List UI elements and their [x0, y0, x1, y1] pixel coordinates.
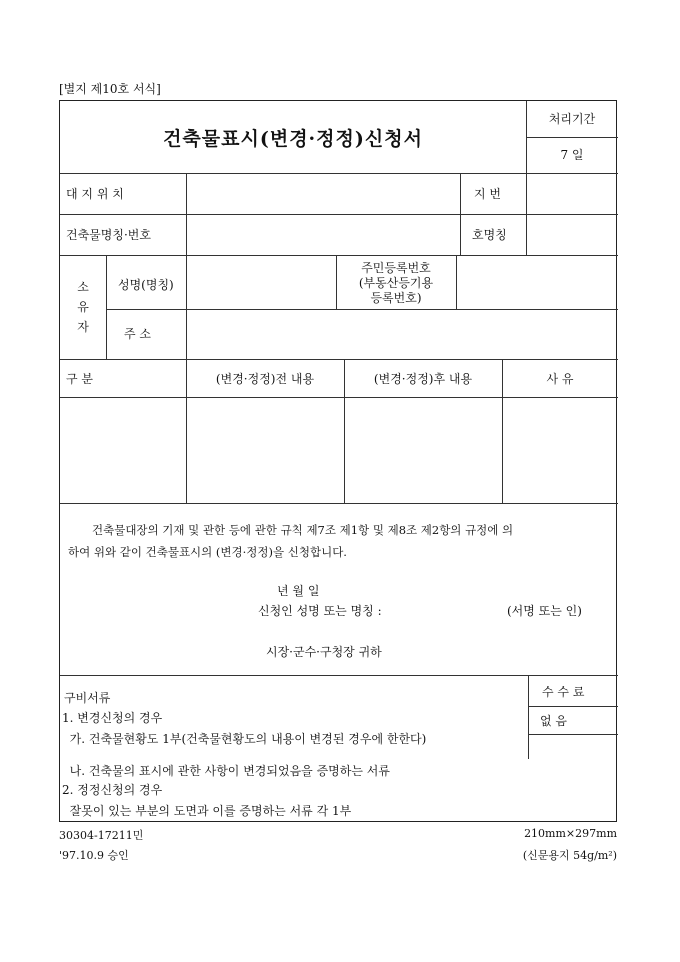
application-form: [59, 100, 617, 822]
divider: [106, 255, 107, 359]
applicant-name-label: 신청인 성명 또는 명칭 :: [258, 604, 382, 618]
owner-label-2: 유: [77, 300, 89, 314]
processing-period-value: 7 일: [560, 148, 584, 162]
fee-value: 없 음: [540, 714, 567, 728]
site-location-field[interactable]: [187, 174, 459, 213]
paper-size: 210mm×297mm: [524, 827, 617, 840]
lot-number-field[interactable]: [527, 174, 617, 213]
divider: [60, 503, 618, 504]
owner-label-3: 자: [77, 320, 89, 334]
statement-line-1: 건축물대장의 기재 및 관한 등에 관한 규칙 제7조 제1항 및 제8조 제2항의 규정에 의: [92, 523, 514, 537]
statement-line-2: 하여 위와 같이 건축물표시의 (변경·정정)을 신청합니다.: [68, 545, 347, 559]
category-header: 구 분: [66, 372, 93, 386]
form-title: 건축물표시(변경·정정)신청서: [163, 128, 423, 150]
owner-label-1: 소: [77, 280, 89, 294]
documents-title: 구비서류: [64, 691, 111, 705]
address-label: 주 소: [124, 327, 151, 341]
applicant-name-field[interactable]: [425, 600, 503, 620]
processing-period-label: 처리기간: [548, 112, 596, 126]
reason-header: 사 유: [546, 372, 574, 386]
resident-number-label-2: (부동산등기용: [358, 276, 434, 290]
building-name-label: 건축물명칭·번호: [66, 228, 151, 242]
after-content-header: (변경·정정)후 내용: [373, 372, 473, 386]
divider: [528, 734, 618, 735]
signature-label: (서명 또는 인): [507, 604, 582, 618]
category-field[interactable]: [61, 398, 185, 502]
building-name-field[interactable]: [187, 215, 459, 254]
divider: [526, 137, 618, 138]
address-field[interactable]: [187, 310, 617, 358]
divider: [528, 706, 618, 707]
form-code: 30304-17211민: [59, 829, 144, 842]
resident-number-label-1: 주민등록번호: [361, 261, 431, 275]
documents-item: 가. 건축물현황도 1부(건축물현황도의 내용이 변경된 경우에 한한다): [62, 732, 427, 746]
unit-name-label: 호명칭: [472, 228, 507, 242]
approval-date: '97.10.9 승인: [59, 849, 129, 862]
lot-number-label: 지 번: [474, 187, 501, 201]
divider: [60, 359, 618, 360]
after-content-field[interactable]: [345, 398, 501, 502]
resident-number-field[interactable]: [457, 256, 617, 308]
documents-item: 잘못이 있는 부분의 도면과 이를 증명하는 서류 각 1부: [62, 804, 352, 818]
owner-name-field[interactable]: [187, 256, 335, 308]
before-content-field[interactable]: [187, 398, 343, 502]
paper-type: (신문용지 54g/m²): [522, 849, 617, 862]
documents-item: 1. 변경신청의 경우: [62, 711, 163, 725]
reason-field[interactable]: [503, 398, 617, 502]
resident-number-label-3: 등록번호): [370, 291, 422, 305]
divider: [528, 675, 529, 759]
application-date: 년 월 일: [277, 584, 320, 598]
documents-item: 나. 건축물의 표시에 관한 사항이 변경되었음을 증명하는 서류: [62, 764, 390, 778]
fee-label: 수 수 료: [542, 685, 585, 699]
divider: [60, 675, 618, 676]
form-number: [별지 제10호 서식]: [59, 82, 161, 96]
documents-item: 2. 정정신청의 경우: [62, 783, 163, 797]
owner-name-label: 성명(명칭): [118, 278, 174, 292]
recipient: 시장·군수·구청장 귀하: [266, 645, 382, 659]
before-content-header: (변경·정정)전 내용: [215, 372, 315, 386]
unit-name-field[interactable]: [527, 215, 617, 254]
site-location-label: 대 지 위 치: [66, 187, 124, 201]
